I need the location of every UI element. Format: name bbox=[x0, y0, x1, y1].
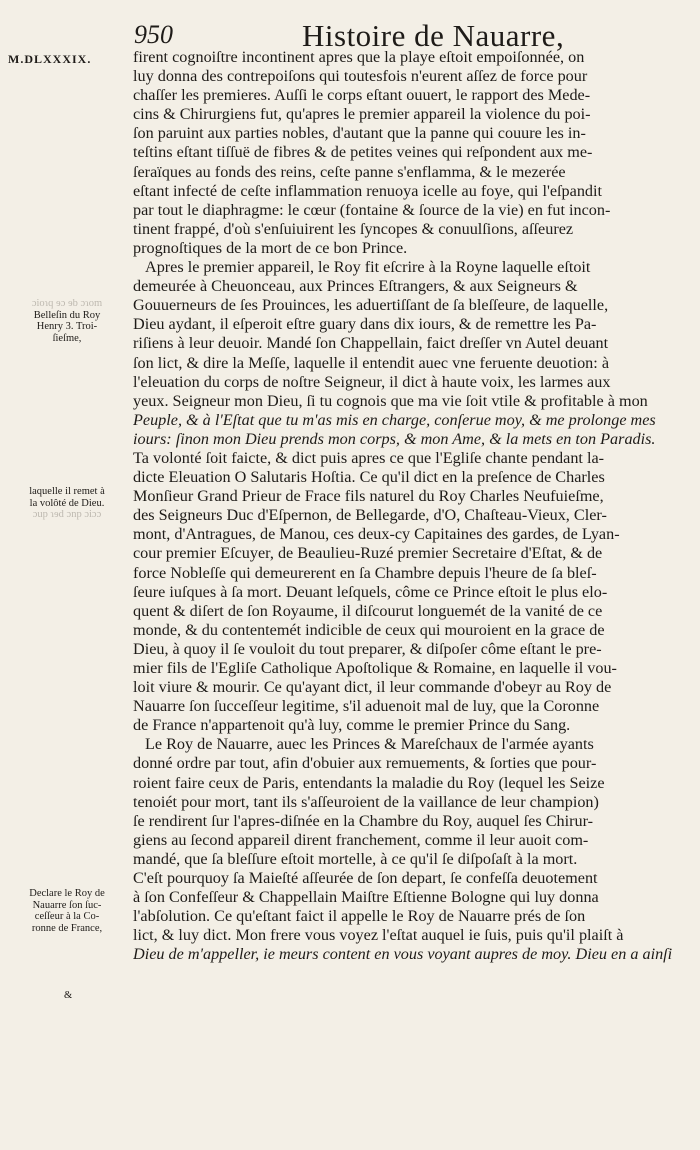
text-line: roient faire ceux de Paris, entendants la maladie du Roy (lequel les Seize bbox=[133, 773, 605, 792]
page-number: 950 bbox=[134, 20, 173, 49]
year-marginal: M.DLXXXIX. bbox=[8, 52, 92, 66]
text-line: giens au ſecond appareil dirent franchement, comme il leur auoit com- bbox=[133, 830, 589, 849]
margin-note-line: Henry 3. Troi- bbox=[36, 321, 98, 332]
text-line: l'abſolution. Ce qu'eſtant faict il appelle le Roy de Nauarre prés de ſon bbox=[133, 907, 586, 926]
text-line: mont, d'Antragues, de Manou, ces deux-cy Capitaines des gardes, de Lyan- bbox=[133, 525, 620, 544]
text-line: firent cognoiſtre incontinent apres que la playe eſtoit empoiſonnée, on bbox=[133, 48, 585, 66]
paragraph-start-line: Le Roy de Nauarre, auec les Princes & Mareſchaux de l'armée ayants bbox=[145, 735, 594, 754]
text-line: yeux. Seigneur mon Dieu, ſi tu cognois que ma vie ſoit vtile & profitable à mon bbox=[133, 391, 648, 410]
running-title: Histoire de Nauarre, bbox=[302, 18, 565, 53]
text-line: ſeure iuſques à ſa mort. Deuant leſquels, côme ce Prince eſtoit le plus elo- bbox=[133, 582, 608, 601]
text-line: par tout le diaphragme: le cœur (fontaine & ſource de la vie) en fut incon- bbox=[133, 200, 611, 219]
text-line: luy donna des contrepoiſons qui toutesfois n'eurent aſſez de force pour bbox=[133, 67, 588, 86]
text-line: ſon lict, & dire la Meſſe, laquelle il entendit auec vne feruente deuotion: à bbox=[133, 353, 610, 372]
text-line: Nauarre ſon ſucceſſeur legitime, s'il aduenoit mal de luy, que la Coronne bbox=[133, 697, 600, 716]
text-line: de France n'appartenoit qu'à luy, comme le premier Prince du Sang. bbox=[133, 716, 571, 735]
text-line: mier fils de l'Egliſe Catholique Apoſtolique & Romaine, en laquelle il vou- bbox=[133, 659, 617, 677]
paragraph-start-line: Apres le premier appareil, le Roy fit eſcrire à la Royne laquelle eſtoit bbox=[145, 258, 591, 277]
text-line: ſe rendirent ſur l'apres-diſnée en la Chambre du Roy, auquel ſes Chirur- bbox=[133, 811, 594, 830]
margin-note-line: & bbox=[64, 990, 73, 1001]
margin-note-line: ceſſeur à la Co- bbox=[34, 911, 100, 922]
margin-note-4 bbox=[8, 990, 128, 1002]
text-line: tenoiét pour mort, tant ils s'aſſeuroient de la vaillance de leur champion) bbox=[133, 792, 599, 811]
text-line: Ta volonté ſoit faicte, & dict puis apres ce que l'Egliſe chante pendant la- bbox=[133, 448, 605, 467]
italic-prayer-line: iours: ſinon mon Dieu prends mon corps, & mon Ame, & la mets en ton Paradis. bbox=[133, 429, 656, 448]
text-line: eſtant infecté de ceſte inflammation renuoya icelle au foye, qui l'eſpandit bbox=[133, 181, 603, 200]
margin-note-2 bbox=[8, 486, 126, 521]
text-line: Monſieur Grand Prieur de Frace fils naturel du Roy Charles Neufuieſme, bbox=[133, 487, 604, 506]
text-line: l'eleuation du corps de noſtre Seigneur, il dict à haute voix, les larmes aux bbox=[133, 372, 611, 391]
text-line: ſeraïques au fonds des reins, ceſte panne s'enflamma, & le mezerée bbox=[133, 162, 566, 181]
text-line: force Nobleſſe qui demeurerent en ſa Chambre depuis l'heure de ſa bleſ- bbox=[133, 563, 597, 582]
text-line: donné ordre par tout, afin d'obuier aux remuements, & ſorties que pour- bbox=[133, 754, 597, 773]
text-line: loit viure & mourir. Ce qu'ayant dict, il leur commande d'obeyr au Roy de bbox=[133, 678, 612, 697]
margin-note-line: laquelle il remet à bbox=[29, 486, 105, 497]
margin-note-line: Belleſin du Roy bbox=[33, 309, 101, 321]
margin-note-line: ronne de France, bbox=[31, 922, 103, 934]
text-line: quent & diſert de ſon Royaume, il diſcourut longuemét de la vanité de ce bbox=[133, 601, 603, 620]
text-line: Gouuerneurs de ſes Prouinces, les aduertiſſant de ſa bleſſeure, de laquelle, bbox=[133, 296, 609, 315]
text-line: C'eſt pourquoy ſa Maieſté aſſeurée de ſon depart, ſe confeſſa deuotement bbox=[133, 869, 598, 888]
bleed-through-text: ɔup ɿɘd ɔnp ɔiɔɔ bbox=[32, 509, 102, 520]
text-line: riſiens à leur deuoir. Mandé ſon Chappellain, faict dreſſer vn Autel deuant bbox=[133, 334, 609, 353]
margin-note-1 bbox=[8, 298, 126, 344]
text-line: monde, & du contentemét indicible de ceux qui mouroient en la grace de bbox=[133, 620, 605, 639]
margin-note-line: ſieſme, bbox=[52, 332, 82, 344]
text-line: chaſſer les premieres. Auſſi le corps eſtant ouuert, le rapport des Mede- bbox=[133, 86, 591, 105]
bleed-through-text: ɔioɿq ɘɔ ɘb ɔɿom bbox=[31, 298, 103, 309]
text-line: à ſon Confeſſeur & Chappellain Maiſtre Eſtienne Bologne qui luy donna bbox=[133, 888, 599, 907]
text-line: Dieu aydant, il eſperoit eſtre guary dans dix iours, & de remettre les Pa- bbox=[133, 315, 597, 334]
text-line: mandé, que ſa bleſſure eſtoit mortelle, à ce qu'il ſe diſpoſaſt à la mort. bbox=[133, 849, 578, 868]
text-line: prognoſtiques de la mort de ce bon Prince. bbox=[133, 238, 408, 257]
margin-note-line: la volôté de Dieu. bbox=[29, 497, 105, 509]
text-line: Dieu, à quoy il ſe vouloit du tout preparer, & diſpoſer côme eſtant le pre- bbox=[133, 639, 602, 658]
text-line: tinent frappé, d'où s'enſuiuirent les ſyncopes & conuulſions, aſſeurez bbox=[133, 219, 574, 238]
margin-note-3 bbox=[8, 888, 126, 934]
margin-note-line: Nauarre ſon ſuc- bbox=[32, 899, 102, 911]
text-line: dicte Eleuation O Salutaris Hoſtia. Ce qu'il dict en la preſence de Charles bbox=[133, 468, 605, 487]
main-text-column bbox=[133, 48, 683, 965]
text-line: cins & Chirurgiens fut, qu'apres le premier appareil la violence du poi- bbox=[133, 105, 591, 124]
italic-prayer-line: Peuple, & à l'Eſtat que tu m'as mis en charge, conſerue moy, & me prolonge mes bbox=[133, 410, 656, 429]
text-line: demeurée à Cheuonceau, aux Princes Eſtrangers, & aux Seigneurs & bbox=[133, 277, 578, 296]
text-line: lict, & luy dict. Mon frere vous voyez l'eſtat auquel ie ſuis, puis qu'il plaiſt à bbox=[133, 926, 624, 945]
text-line: teſtins eſtant tiſſuë de fibres & de petites veines qui reſpondent aux me- bbox=[133, 143, 593, 162]
text-line: des Seigneurs Duc d'Eſpernon, de Bellegarde, d'O, Chaſteau-Vieux, Cler- bbox=[133, 506, 607, 525]
text-line: cour premier Eſcuyer, de Beaulieu-Ruzé premier Secretaire d'Eſtat, & de bbox=[133, 544, 603, 563]
text-line: ſon paruint aux parties nobles, d'autant que la panne qui couure les in- bbox=[133, 124, 586, 143]
italic-speech-line: Dieu de m'appeller, ie meurs content en vous voyant aupres de moy. Dieu en a ainſi bbox=[133, 945, 673, 964]
margin-note-line: Declare le Roy de bbox=[29, 888, 105, 899]
